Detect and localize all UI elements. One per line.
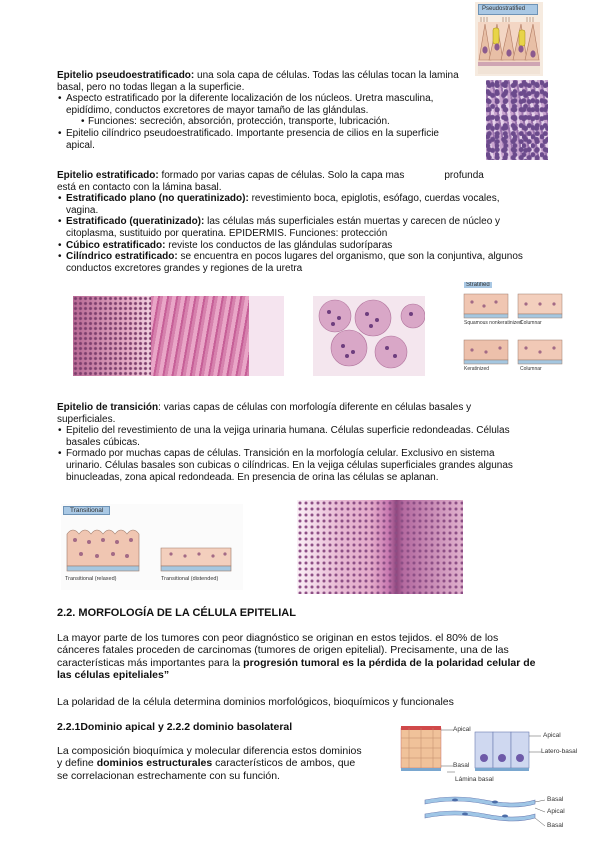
pseudostratified-label: Pseudostratified [482, 6, 526, 12]
pseudostratified-paragraph [57, 70, 467, 93]
polarity-label-apical-2: Apical [543, 732, 561, 739]
tumor-paragraph-text: La mayor parte de los tumores con peor diagnóstico se originan en estos tejidos. el 80% de los cánceres fatales proceden de carcinomas (tumores de origen epitelial). Precisamente, una de las características más importantes para la [57, 632, 509, 669]
domain-subheading: 2.2.1Dominio apical y 2.2.2 dominio basolateral [57, 721, 293, 733]
stratified-item-title: Cilíndrico estratificado: [66, 251, 178, 263]
stratified-item-title: Estratificado plano (no queratinizado): [66, 193, 249, 205]
stratified-item [57, 216, 527, 239]
stratified-diagram-title: Stratified [466, 282, 490, 288]
stratified-diagram-caption: Columnar [520, 320, 542, 326]
polarity-label-lamina: Lámina basal [455, 776, 494, 783]
polarity-label-basal-b: Basal [547, 822, 564, 829]
stratified-item-text: reviste los conductos de las glándulas sudoríparas [165, 239, 393, 251]
stratified-blocks-svg [462, 282, 566, 378]
polarity-paragraph: La polaridad de la célula determina dominios morfológicos, bioquímicos y funcionales [57, 696, 454, 708]
tumor-paragraph [57, 632, 539, 682]
stratified-intro-2: profunda [444, 170, 484, 181]
stratified-diagram-caption: Squamous nonkeratinized [464, 320, 522, 326]
transitional-diagram [61, 504, 243, 590]
stratified-bullets [57, 193, 527, 274]
tumor-paragraph-bold: progresión tumoral es la pérdida de la polaridad celular de las células epiteliales” [57, 656, 536, 682]
pseudostratified-diagram [475, 2, 543, 76]
transitional-title: Epitelio de transición [57, 402, 159, 413]
polarity-diagram [395, 722, 590, 842]
stratified-types-diagram [462, 282, 566, 378]
stratified-item-text: revestimiento boca, epiglotis, esófago, cuerdas vocales, vagina. [66, 193, 500, 216]
transitional-caption-right: Transitional (distended) [161, 576, 219, 582]
stratified-micrograph-1 [73, 296, 284, 376]
pseudostratified-cells-svg [475, 2, 543, 76]
stratified-item-title: Estratificado (queratinizado): [66, 216, 205, 228]
stratified-duct-cells-svg [313, 296, 425, 376]
stratified-item [57, 251, 527, 274]
stratified-title: Epitelio estratificado: [57, 170, 159, 181]
domain-paragraph-text-2: característicos de ambos, que se correlacionan estrechamente con su función. [57, 757, 356, 782]
polarity-label-latero: Latero-basal [541, 748, 578, 755]
stratified-item-text: las células más superficiales están muertas y carecen de núcleo y citoplasma, sustituido por queratina. EPIDERMIS. Funciones: protección [66, 216, 501, 239]
stratified-diagram-caption: Keratinized [464, 366, 490, 372]
transitional-diagram-title: Transitional [63, 506, 110, 515]
polarity-label-apical-b: Apical [547, 808, 565, 815]
transitional-bullet: • Epitelio del revestimiento de una la vejiga urinaria humana. Células superficie redondeadas. Células basales cúbicas. [57, 425, 527, 448]
transitional-caption-left: Transitional (relaxed) [65, 576, 117, 582]
pseudostratified-intro: una sola capa de células. Todas las células tocan la lamina basal, pero no todas llegan a la superficie. [57, 70, 459, 93]
stratified-intro-3: está en contacto con la lámina basal. [57, 181, 222, 193]
pseudostratified-title: Epitelio pseudoestratificado: [57, 70, 195, 81]
domain-paragraph-text: La composición bioquímica y molecular diferencia estos dominios y define [57, 745, 362, 770]
pseudostratified-bullet-1: • Aspecto estratificado por la diferente localización de los núcleos. Uretra masculina, epidídimo, conductos excretores de mayor tamaño de las glándulas. [57, 93, 467, 116]
transitional-bullets [57, 425, 527, 483]
polarity-label-basal: Basal [453, 762, 470, 769]
stratified-item-title: Cúbico estratificado: [66, 239, 166, 251]
stratified-item [57, 193, 527, 216]
transitional-micrograph [297, 500, 463, 594]
pseudostratified-sub-bullet: • Funciones: secreción, absorción, protección, transporte, lubricación. [57, 116, 467, 128]
transitional-bullet: • Formado por muchas capas de células. Transición en la morfología celular. Exclusivo en sistema urinario. Células basales son cubicas o cilíndricas. En la vejiga células superficiales grandes algunas binucleadas, zona apical redondeada. En presencia de orina las células se aplanan. [57, 448, 527, 483]
pseudostratified-section [57, 70, 467, 151]
domain-paragraph-bold: dominios estructurales [96, 757, 213, 770]
polarity-label-basal-a: Basal [547, 796, 564, 803]
transitional-section [57, 402, 527, 483]
stratified-paragraph [57, 170, 537, 193]
stratified-micrograph-2 [313, 296, 425, 376]
pseudostratified-bullet-2: • Epitelio cilíndrico pseudoestratificado. Importante presencia de cilios en la superficie apical. [57, 128, 467, 151]
pseudostratified-bullets [57, 93, 467, 151]
stratified-diagram-caption: Columnar [520, 366, 542, 372]
stratified-section [57, 170, 537, 274]
section-heading: 2.2. MORFOLOGÍA DE LA CÉLULA EPITELIAL [57, 607, 296, 619]
stratified-intro-1: formado por varias capas de células. Solo la capa mas [158, 170, 405, 181]
polarity-label-apical: Apical [453, 726, 471, 733]
stratified-item-text: se encuentra en pocos lugares del organismo, que son la conjuntiva, algunos conductos excretores grandes y regiones de la uretra [66, 251, 523, 274]
pseudostratified-micrograph [486, 80, 548, 160]
domain-paragraph [57, 745, 367, 782]
transitional-paragraph [57, 402, 527, 425]
transitional-intro: : varias capas de células con morfología diferente en células basales y superficiales. [57, 402, 472, 425]
stratified-item [57, 240, 527, 252]
